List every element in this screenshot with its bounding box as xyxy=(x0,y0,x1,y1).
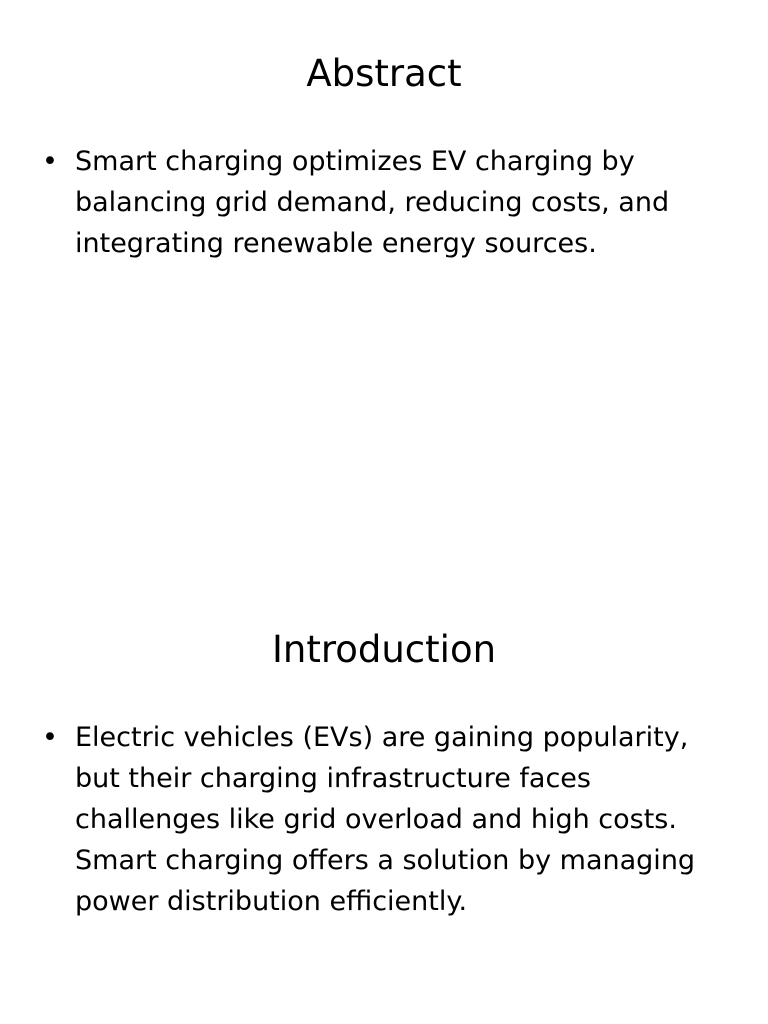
bullet-icon: • xyxy=(42,722,58,753)
bullet-item xyxy=(0,141,768,264)
bullet-text: Electric vehicles (EVs) are gaining popularity, but their charging infrastructure faces challenges like grid overload and high costs. Smart charging offers a solution by managing power distribution efficiently. xyxy=(75,722,696,917)
bullet-list xyxy=(0,717,768,922)
slide-introduction xyxy=(0,576,768,1024)
slide-title: Abstract xyxy=(306,52,462,95)
bullet-icon: • xyxy=(42,146,58,177)
bullet-text: Smart charging optimizes EV charging by balancing grid demand, reducing costs, and integrating renewable energy sources. xyxy=(75,146,670,259)
slide-title: Introduction xyxy=(271,628,497,671)
bullet-item xyxy=(0,717,768,922)
bullet-list xyxy=(0,141,768,264)
